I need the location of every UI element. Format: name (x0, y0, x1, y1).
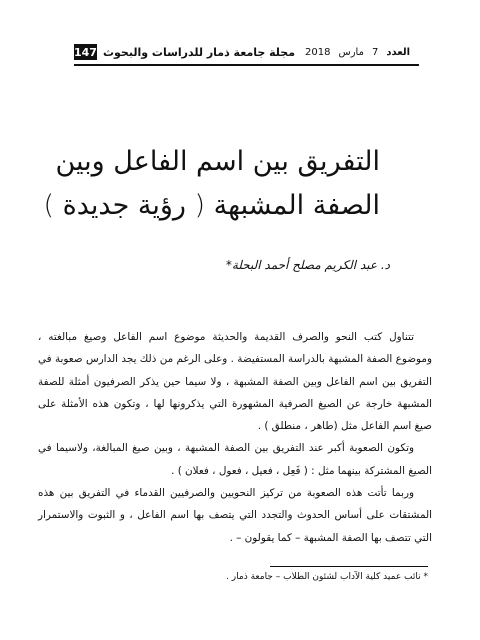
issue-year: 2018 (305, 46, 331, 58)
issue-month: مارس (338, 46, 364, 58)
footnote-divider (270, 566, 428, 567)
header-divider (74, 64, 419, 66)
issue-info (301, 47, 414, 58)
issue-label: العدد (386, 46, 411, 58)
footnote: * نائب عميد كلية الآداب لشئون الطلاب – جامعة ذمار . (226, 572, 428, 582)
author-name: د. عبد الكريم مصلح أحمد البحلة* (225, 258, 390, 272)
issue-number: 7 (371, 46, 379, 58)
journal-title: مجلة جامعة ذمار للدراسات والبحوث (102, 45, 296, 59)
article-body (38, 326, 432, 549)
title-line-2: الصفة المشبهة ( رؤية جديدة ) (43, 190, 380, 221)
body-paragraph-3: وربما تأتت هذه الصعوبة من تركيز النحويين والصرفيين القدماء في التفريق بين هذه المشتقات على أساس الحدوث والتجدد التي يتصف بها اسم الفاعل ، و الثبوت والاستمرار التي تتصف بها الصفة المشبهة – كما يقولون – . (38, 487, 432, 544)
body-paragraph-1: تتناول كتب النحو والصرف القديمة والحديثة موضوع اسم الفاعل وصيغ مبالغته ، وموضوع الصفة المشبهة بالدراسة المستفيضة . وعلى الرغم من ذلك يجد الدارس صعوبة في التفريق بين اسم الفاعل وبين الصفة المشبهة ، ولا سيما حين يذكر الصرفيون أمثلة للصفة المشبهة خارجة عن الصيغ الصرفية المشهورة التي يذكرونها لها ، وتكون هذه الأمثلة على صيغ اسم الفاعل مثل (طاهر ، منطلق ) . (38, 331, 432, 433)
article-title (40, 140, 410, 228)
body-paragraph-2: وتكون الصعوبة أكبر عند التفريق بين الصفة المشبهة ، وبين صيغ المبالغة، ولاسيما في الصيغ المشتركة بينهما مثل : ( فَعِل ، فعيل ، فعول ، فعلان ) . (38, 442, 432, 477)
page-header (74, 42, 414, 62)
title-line-1: التفريق بين اسم الفاعل وبين (55, 146, 380, 177)
page-number-badge: 147 (74, 45, 97, 59)
